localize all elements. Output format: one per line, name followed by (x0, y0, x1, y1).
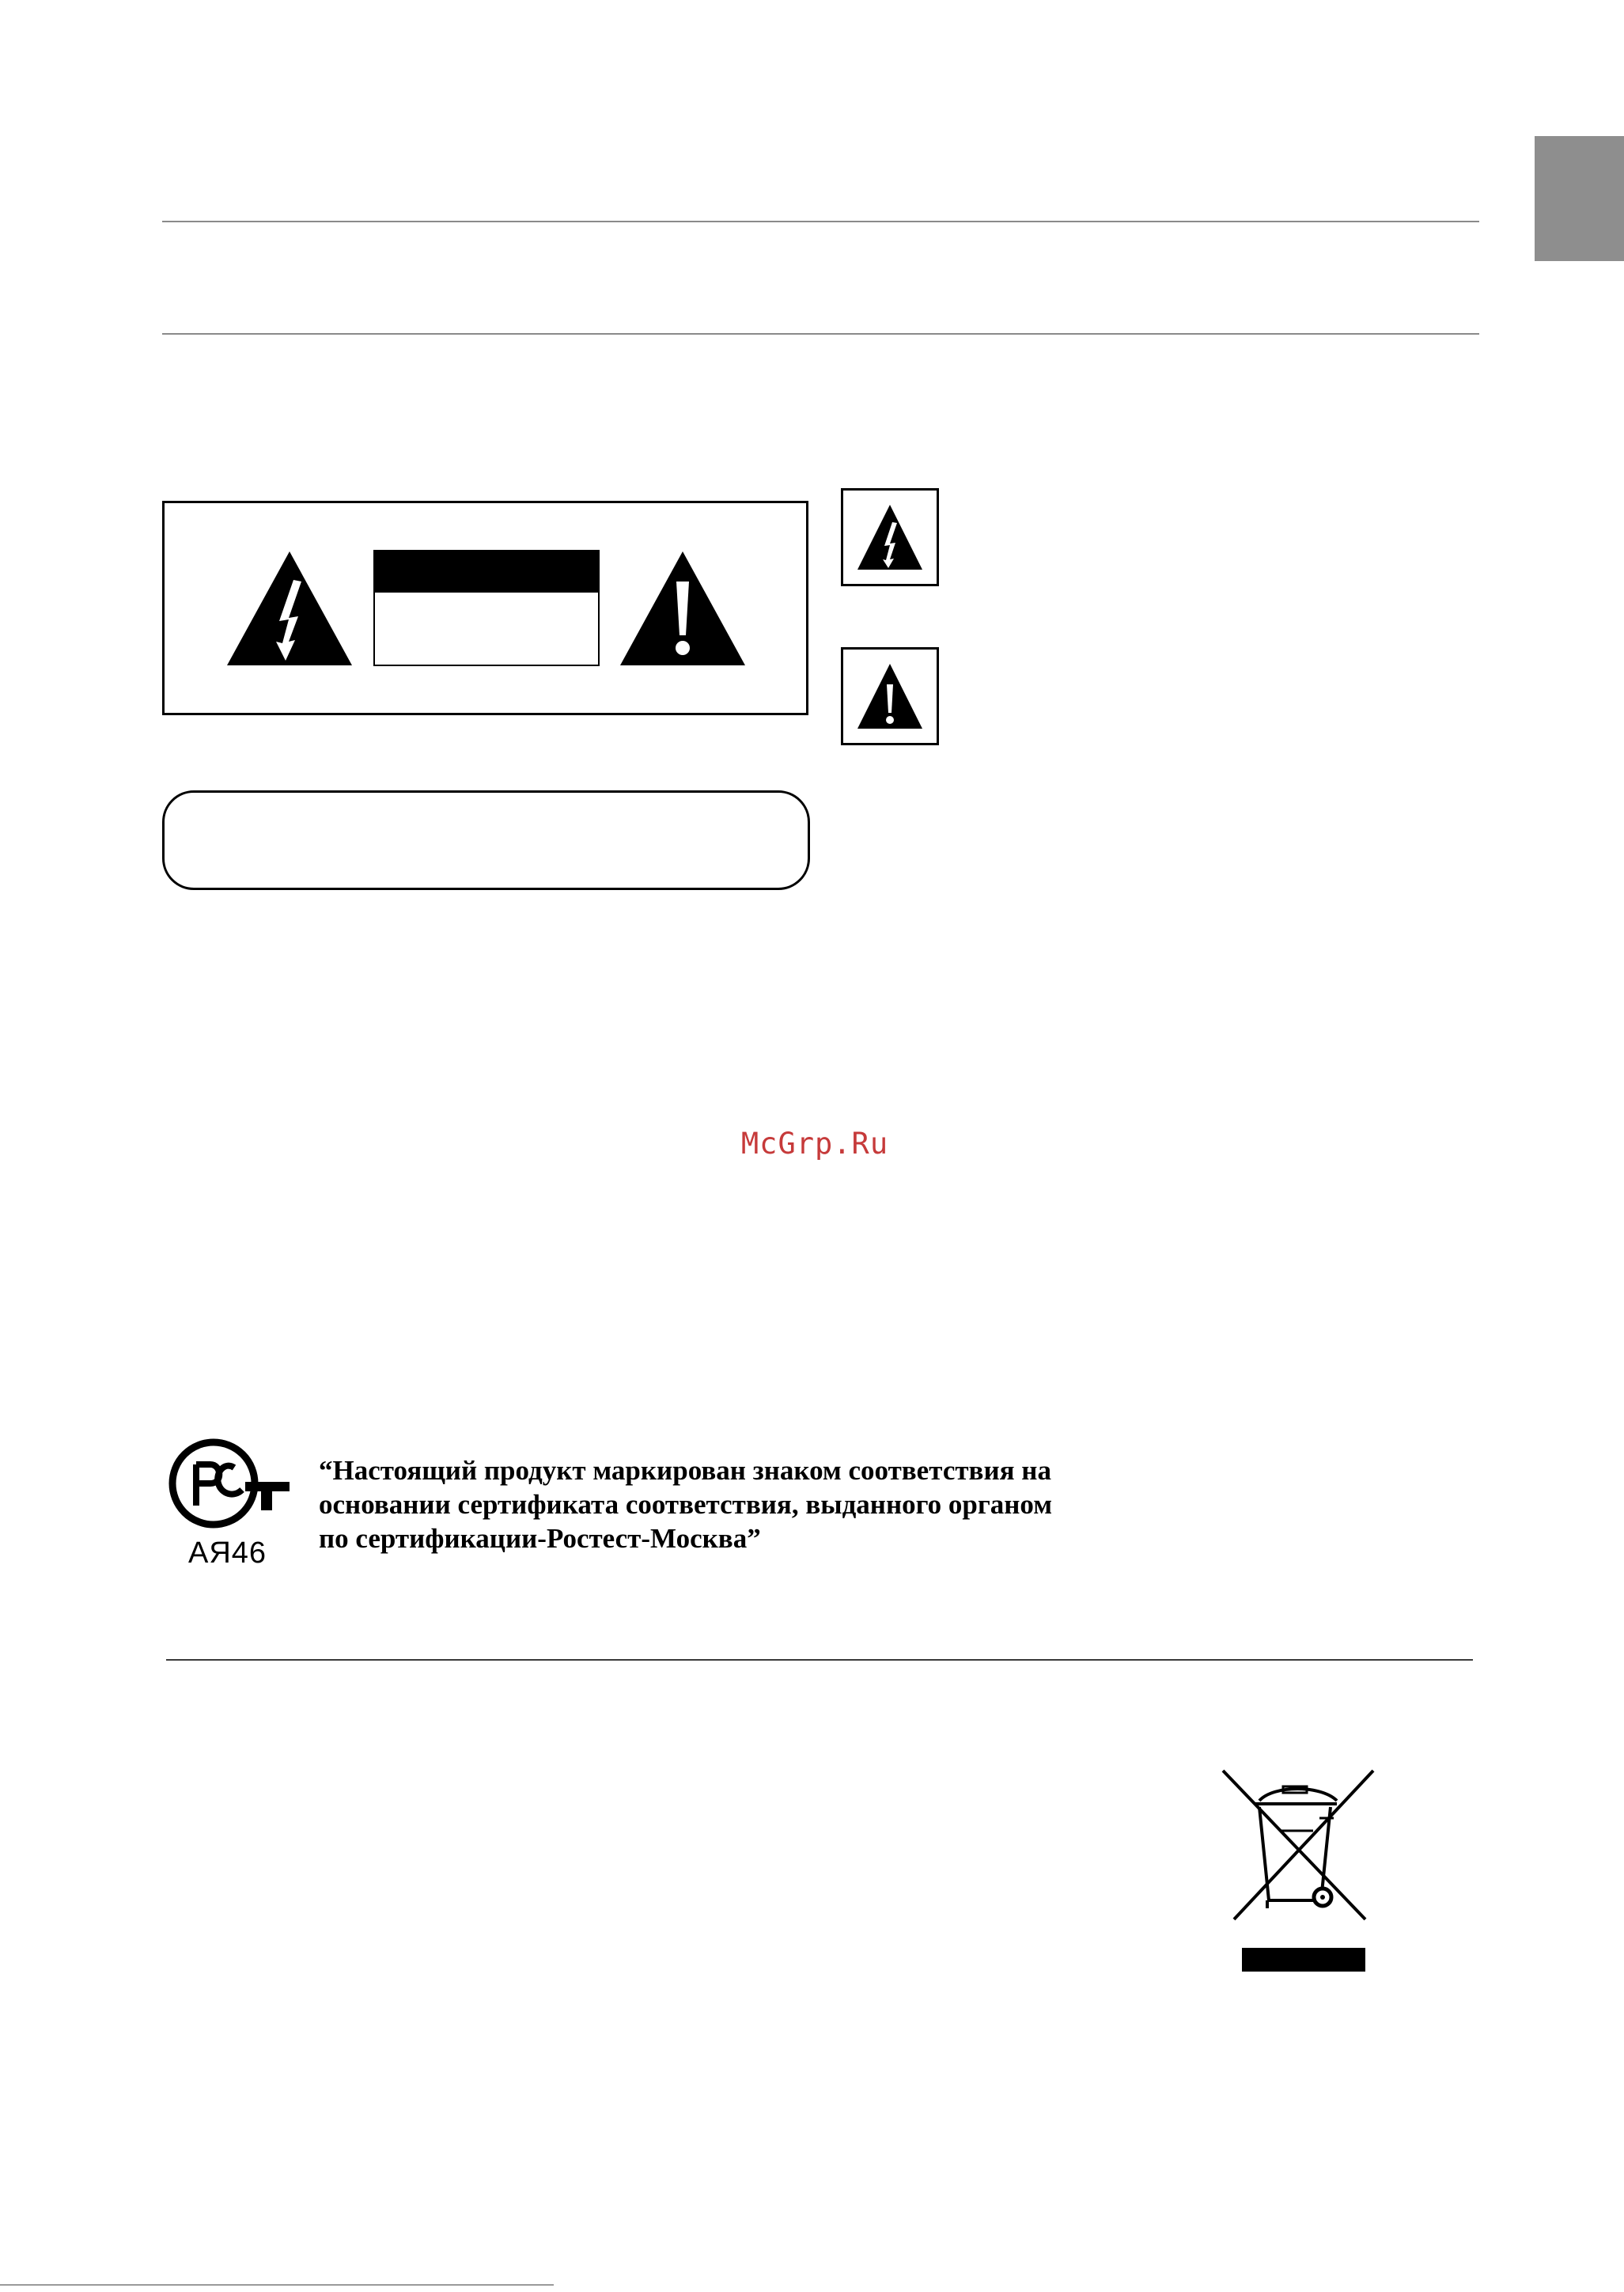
lightning-warning-triangle-icon (843, 491, 937, 584)
section-side-tab (1535, 136, 1624, 261)
pct-logo-code: AЯ46 (188, 1536, 267, 1570)
certification-line: по сертификации-Ростест-Москва” (319, 1523, 761, 1554)
section-divider (166, 1659, 1473, 1661)
lightning-warning-triangle-icon (225, 550, 354, 667)
exclamation-symbol-box (841, 647, 939, 745)
note-rounded-box (162, 790, 810, 890)
watermark-text: McGrp.Ru (740, 1127, 889, 1161)
caution-label-band (375, 551, 598, 593)
weee-marking-bar (1242, 1948, 1365, 1972)
header-rule-bottom (162, 333, 1479, 335)
header-rule-top (162, 221, 1479, 222)
certification-line: “Настоящий продукт маркирован знаком соответствия на (319, 1455, 1051, 1486)
exclamation-warning-triangle-icon (843, 650, 937, 743)
caution-label-plate (373, 550, 600, 666)
certification-text (319, 1453, 1094, 1555)
crossed-out-wheelie-bin-icon (1218, 1764, 1384, 1946)
certification-line: основании сертификата соответствия, выданного органом (319, 1489, 1053, 1520)
footer-rule (0, 2284, 554, 2286)
exclamation-warning-triangle-icon (619, 550, 747, 667)
lightning-symbol-box (841, 488, 939, 586)
